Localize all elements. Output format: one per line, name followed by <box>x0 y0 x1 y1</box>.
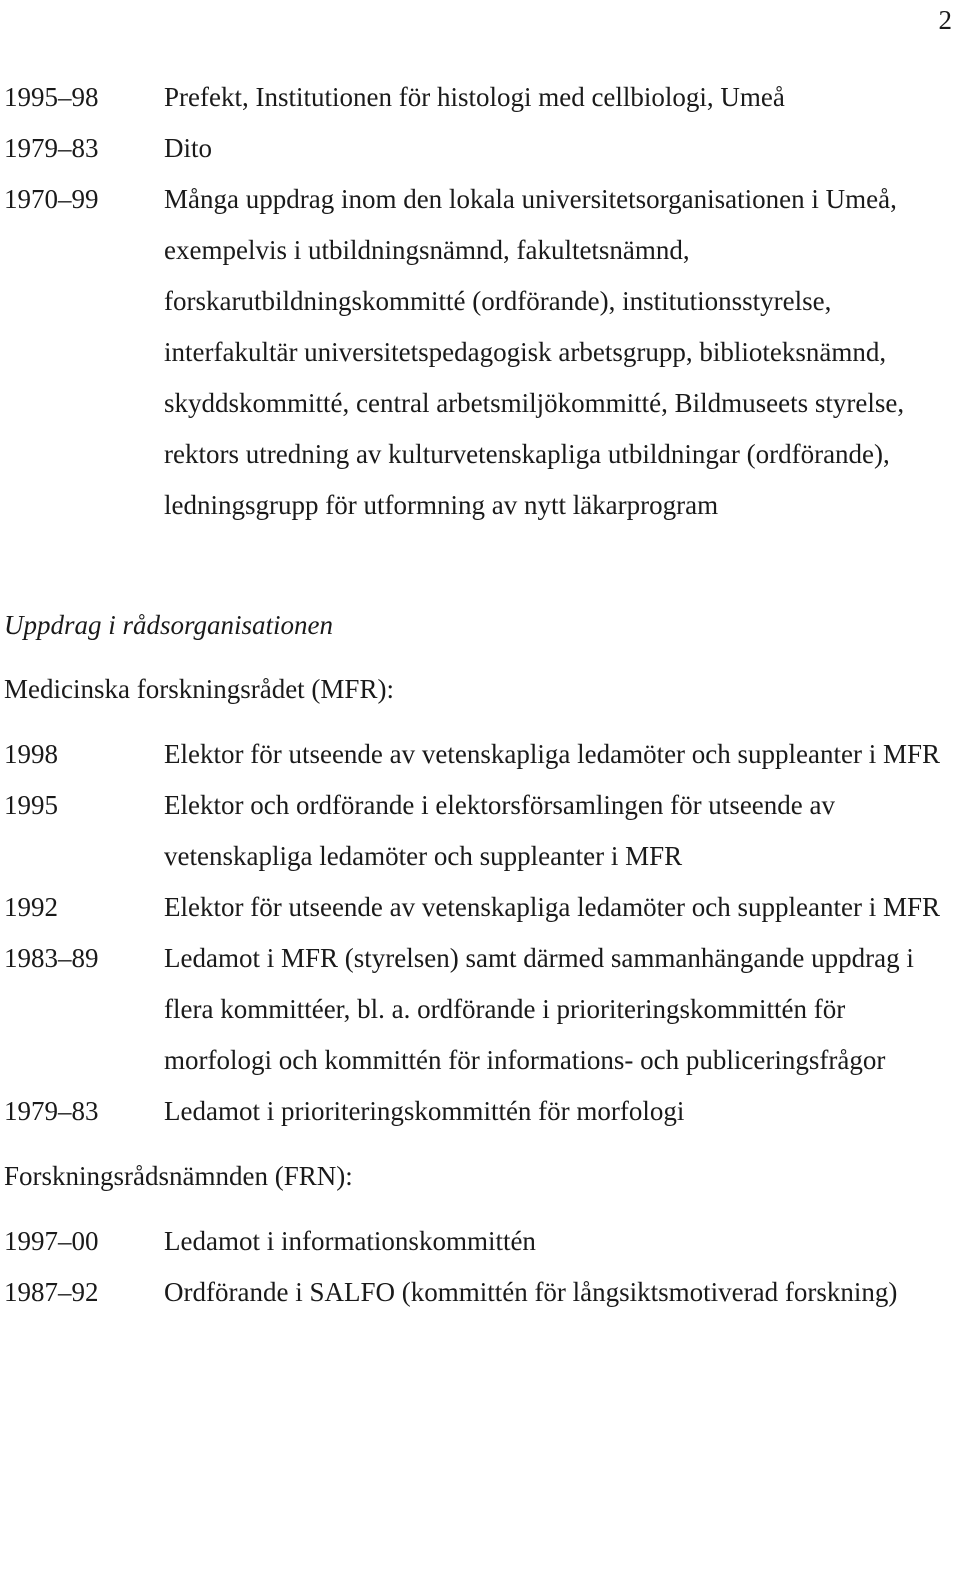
entry-year: 1979–83 <box>4 133 99 163</box>
entry-text: Elektor och ordförande i elektorsförsamlingen för utseende av vetenskapliga ledamöter och suppleanter i MFR <box>164 790 836 871</box>
list-item <box>4 123 954 174</box>
sub-heading-mfr: Medicinska forskningsrådet (MFR): <box>4 674 394 704</box>
entry-text: Prefekt, Institutionen för histologi med cellbiologi, Umeå <box>164 82 785 112</box>
entry-year: 1998 <box>4 739 58 769</box>
entry-text: Elektor för utseende av vetenskapliga ledamöter och suppleanter i MFR <box>164 739 941 769</box>
entry-text: Ledamot i prioriteringskommittén för morfologi <box>164 1096 685 1126</box>
entry-year: 1995 <box>4 790 58 820</box>
list-item <box>4 933 954 1086</box>
entry-text: Många uppdrag inom den lokala universitetsorganisationen i Umeå, exempelvis i utbildningsnämnd, fakultetsnämnd, forskarutbildningskommitté (ordförande), institutionsstyrelse, interfakultär universitetspedagogisk arbetsgrupp, biblioteksnämnd, skyddskommitté, central arbetsmiljökommitté, Bildmuseets styrelse, rektors utredning av kulturvetenskapliga utbildningar (ordförande), ledningsgrupp för utformning av nytt läkarprogram <box>164 184 905 520</box>
entry-text: Ledamot i informationskommittén <box>164 1226 536 1256</box>
section-heading: Uppdrag i rådsorganisationen <box>4 610 334 640</box>
list-item <box>4 882 954 933</box>
sub-heading-frn: Forskningsrådsnämnden (FRN): <box>4 1161 353 1191</box>
list-item <box>4 72 954 123</box>
list-item <box>4 1216 954 1267</box>
list-item <box>4 1086 954 1137</box>
entry-year: 1979–83 <box>4 1096 99 1126</box>
list-item <box>4 174 954 531</box>
entry-year: 1992 <box>4 892 58 922</box>
page-number: 2 <box>938 5 952 35</box>
entry-year: 1995–98 <box>4 82 99 112</box>
entry-year: 1997–00 <box>4 1226 99 1256</box>
entry-text: Ledamot i MFR (styrelsen) samt därmed sammanhängande uppdrag i flera kommittéer, bl. a. ordförande i prioriteringskommittén för morfologi och kommittén för informations- och publiceringsfrågor <box>164 943 914 1075</box>
entry-year: 1987–92 <box>4 1277 99 1307</box>
entry-text: Elektor för utseende av vetenskapliga ledamöter och suppleanter i MFR <box>164 892 941 922</box>
list-item <box>4 780 954 882</box>
entry-year: 1983–89 <box>4 943 99 973</box>
list-item <box>4 1267 954 1318</box>
entry-text: Dito <box>164 133 213 163</box>
list-item <box>4 729 954 780</box>
document-body <box>4 72 954 1318</box>
entry-year: 1970–99 <box>4 184 99 214</box>
entry-text: Ordförande i SALFO (kommittén för långsiktsmotiverad forskning) <box>164 1277 898 1307</box>
